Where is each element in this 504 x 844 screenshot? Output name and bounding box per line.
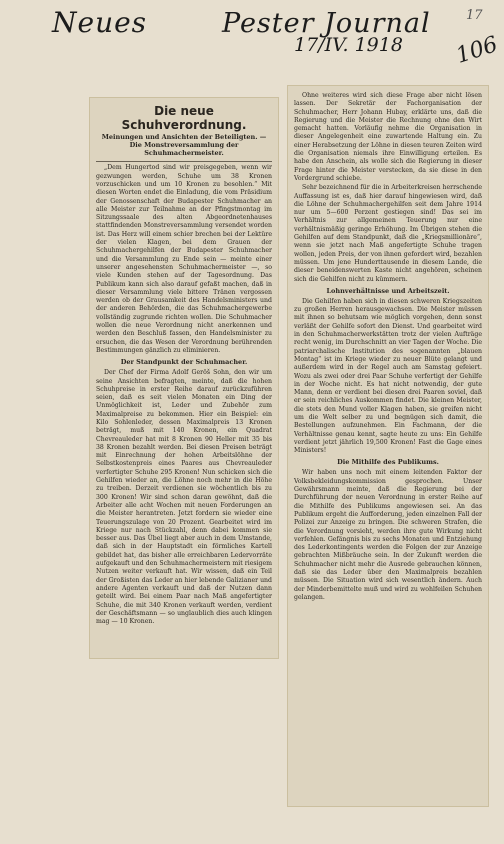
divider bbox=[96, 161, 272, 162]
paragraph: Ohne weiteres wird sich diese Frage aber nicht lösen lassen. Der Sekretär der Fachorganisation der Schuhmacher, Herr Johann Hubay, erklärte uns, daß die Regierung und die Meister die Rechnung ohne den Wirt gemacht hatten. Vorläufig nehme die Organisation in dieser Angelegenheit eine zuwartende Haltung ein. Zu einer Herabsetzung der Löhne in diesen teuren Zeiten wird die Organisation niemals ihre Einwilligung erteilen. Es habe den Anschein, als wolle sich die Regierung in dieser Frage hinter die Meister verstecken, da sie diese in den Vordergrund schiebe. bbox=[294, 92, 482, 182]
paragraph: Der Chef der Firma Adolf Geröš Sohn, den wir um seine Ansichten befragten, meinte, daß die hohen Schuhpreise in erster Reihe darauf zurückzuführen seien, daß es seit vielen Monaten ein Ding der Unmöglichkeit ist, Leder und Zubehör zum Maximalpreise zu bekommen. Hier ein Beispiel: ein Kilo Sohlenleder, dessen Maximalpreis 13 Kronen beträgt, muß mit 140 Kronen, ein Quadrat Chevreauleder hat mit 8 Kronen 90 Heller mit 35 bis 38 Kronen bezahlt werden. Bei diesen Preisen beträgt mit Einrechnung der hohen Arbeitslöhne der Selbstkostenpreis eines Paares aus Chevreauleder verfertigter Schuhe 295 Kronen! Nun schicken sich die Gehilfen wieder an, die Löhne noch mehr in die Höhe zu treiben. Derzeit verdienen sie wöchentlich bis zu 300 Kronen! Wir sind schon daran gewöhnt, daß die Arbeiter alle acht Wochen mit neuen Forderungen an die Meister herantreten. Jetzt fordern sie wieder eine Teuerungszulage von 20 Prozent. Gearbeitet wird im Kriege nur nach Stückzahl, denn dabei kommen sie besser aus. Das Übel liegt aber auch in dem Umstande, daß sich in der Hauptstadt ein förmliches Kartell gebildet hat, das bisher alle erreichbaren Ledervorräte aufgekauft und den Schuhmachermeistern mit riesigem Nutzen weiter verkauft hat. Wir wissen, daß ein Teil der Großisten das Leder an hier lebende Galizianer und andere Agenten verkauft und daß der Nutzen dann geteilt wird. Bei einem Paar nach Maß angefertigter Schuhe, die mit 340 Kronen verkauft werden, verdient der Geschäftsmann — so unglaublich dies auch klingen mag — 10 Kronen. bbox=[96, 369, 272, 626]
paragraph: Wir haben uns noch mit einem leitenden Faktor der Volksbekleidungskommission gesprochen. Unser Gewährsmann meinte, daß die Regierung bei der Durchführung der neuen Verordnung in erster Reihe auf die Mithilfe des Publikums angewiesen sei. An das Publikum ergeht die Aufforderung, jeden einzelnen Fall der Polizei zur Anzeige zu bringen. Die schweren Strafen, die die Verordnung vorsieht, werden ihre gute Wirkung nicht verfehlen. Gefängnis bis zu sechs Monaten und Entziehung des Lederkontingents werden die Folgen der zur Anzeige gebrachten Mißbräuche sein. In der Zukunft werden die Schuhmacher nicht mehr die Ausrede gebrauchen können, daß sie das Leder über den Maximalpreis bezahlen müssen. Die Situation wird sich wesentlich ändern. Auch der Minderbemittelte muß und wird zu wohlfeilen Schuhen gelangen. bbox=[294, 469, 482, 601]
handwritten-page-number: 106 bbox=[453, 32, 501, 69]
article-body-right-2 bbox=[294, 298, 482, 456]
right-newspaper-clipping bbox=[288, 86, 488, 806]
handwritten-paper-name-1: Neues bbox=[52, 6, 148, 39]
left-newspaper-clipping bbox=[90, 98, 278, 658]
article-body-left-2 bbox=[96, 369, 272, 626]
corner-mark: 17 bbox=[466, 8, 483, 23]
section-heading: Der Standpunkt der Schuhmacher. bbox=[120, 358, 248, 367]
paragraph: Sehr bezeichnend für die in Arbeiterkreisen herrschende Auffassung ist es, daß hier darauf hingewiesen wird, daß die Löhne der Schuhmachergehilfen seit dem Jahre 1914 nur um 5—600 Perzent gestiegen sind! Das sei im Verhältnis zur allgemeinen Teuerung nur eine verhältnismäßig geringe Erhöhung. Im Übrigen stehen die Gehilfen auf dem Standpunkt, daß die „Kriegsmillionäre“, wenn sie jetzt nach Maß angefertigte Schuhe tragen wollen, jeden Preis, der von ihnen gefordert wird, bezahlen müssen. Um jene Hunderttausende in diesem Lande, die dieser beneidenswerten Kaste nicht angehören, scheinen sich die Gehilfen nicht zu kümmern. bbox=[294, 184, 482, 283]
section-heading: Die Mithilfe des Publikums. bbox=[337, 458, 439, 467]
section-heading: Lohnverhältnisse und Arbeitszeit. bbox=[326, 286, 450, 295]
article-headline: Die neue Schuhverordnung. bbox=[121, 104, 247, 132]
article-body-right-3 bbox=[294, 469, 482, 602]
article-body-right-1 bbox=[294, 92, 482, 284]
article-subheadline: Meinungen und Ansichten der Beteiligten. — Die Monstreversammlung der Schuhmachermeister. bbox=[101, 133, 267, 157]
paragraph: Die Gehilfen haben sich in diesen schweren Kriegszeiten zu großen Herren herausgewachsen. Die Meister müssen mit ihnen so behutsam wie möglich vorgehen, denn sonst verläßt der Gehilfe sofort den Dienst. Und gearbeitet wird in den Schuhmacherwerkstätten trotz der vielen Aufträge recht wenig, im Durchschnitt an vier Tagen der Woche. Die patriarchalische Institution des sogenannten „blauen Montag“ ist im Kriege wieder zu neuer Blüte gelangt und außerdem wird in der Regel auch am Samstag gefeiert. Wozu als zwei oder drei Paar Schuhe verfertigt der Gehilfe in der Woche nicht. Es hat nicht notwendig, der gute Mann, denn er verdient bei diesen drei Paaren soviel, daß er sein reichliches Auskommen findet. Die kleinen Meister, die stets den Mund voller Klagen haben, sie greifen nicht um die Welt selber zu und begnügen sich damit, die Bestellungen aufzunehmen. Ein Fachmann, der die Verhältnisse genau kennt, sagte heute zu uns: Ein Gehilfe verdient jetzt jährlich 19,500 Kronen! Fast die Gage eines Ministers! bbox=[294, 297, 482, 455]
article-body-left-1 bbox=[96, 164, 272, 355]
paragraph: „Dem Hungertod sind wir preisgegeben, wenn wir gezwungen werden, Schuhe um 38 Kronen vorzuschicken und um 10 Kronen zu besohlen.“ Mit diesen Worten endet die Einladung, die vom Präsidium der Genossenschaft der Budapester Schuhmacher an alle Meister zur Teilnahme an der Pfingstmontag im Sitzungssaale des alten Abgeordnetenhauses stattfindenden Monstreversammlung versendet worden ist. Das Herz will einem schier brechen bei der Lektüre der vielen Klagen, bei dem Grauen der Schuhmachergehilfen der Budapester Schuhmacher und die Versammlung zu Ende sein — meinte einer unserer angesehensten Schuhmachermeister —, so viele Kunden stehen auf der Tagesordnung. Das Publikum kann sich also darauf gefaßt machen, daß in dieser Versammlung viele bittere Tränen vergossen werden ob der Grausamkeit des Handelsministers und der anderen Behörden, die das Schuhmachergewerbe vollständig zugrunde richten wollen. Die Schuhmacher wollen die neue Verordnung nicht anerkennen und werden den Beschluß fassen, den Handelsminister zu ersuchen, die das Wesen der Verordnung berührenden Bestimmungen gänzlich zu eliminieren. bbox=[96, 164, 272, 354]
handwritten-paper-name-2: Pester Journal bbox=[222, 8, 431, 39]
handwritten-date: 17/IV. 1918 bbox=[294, 34, 403, 56]
